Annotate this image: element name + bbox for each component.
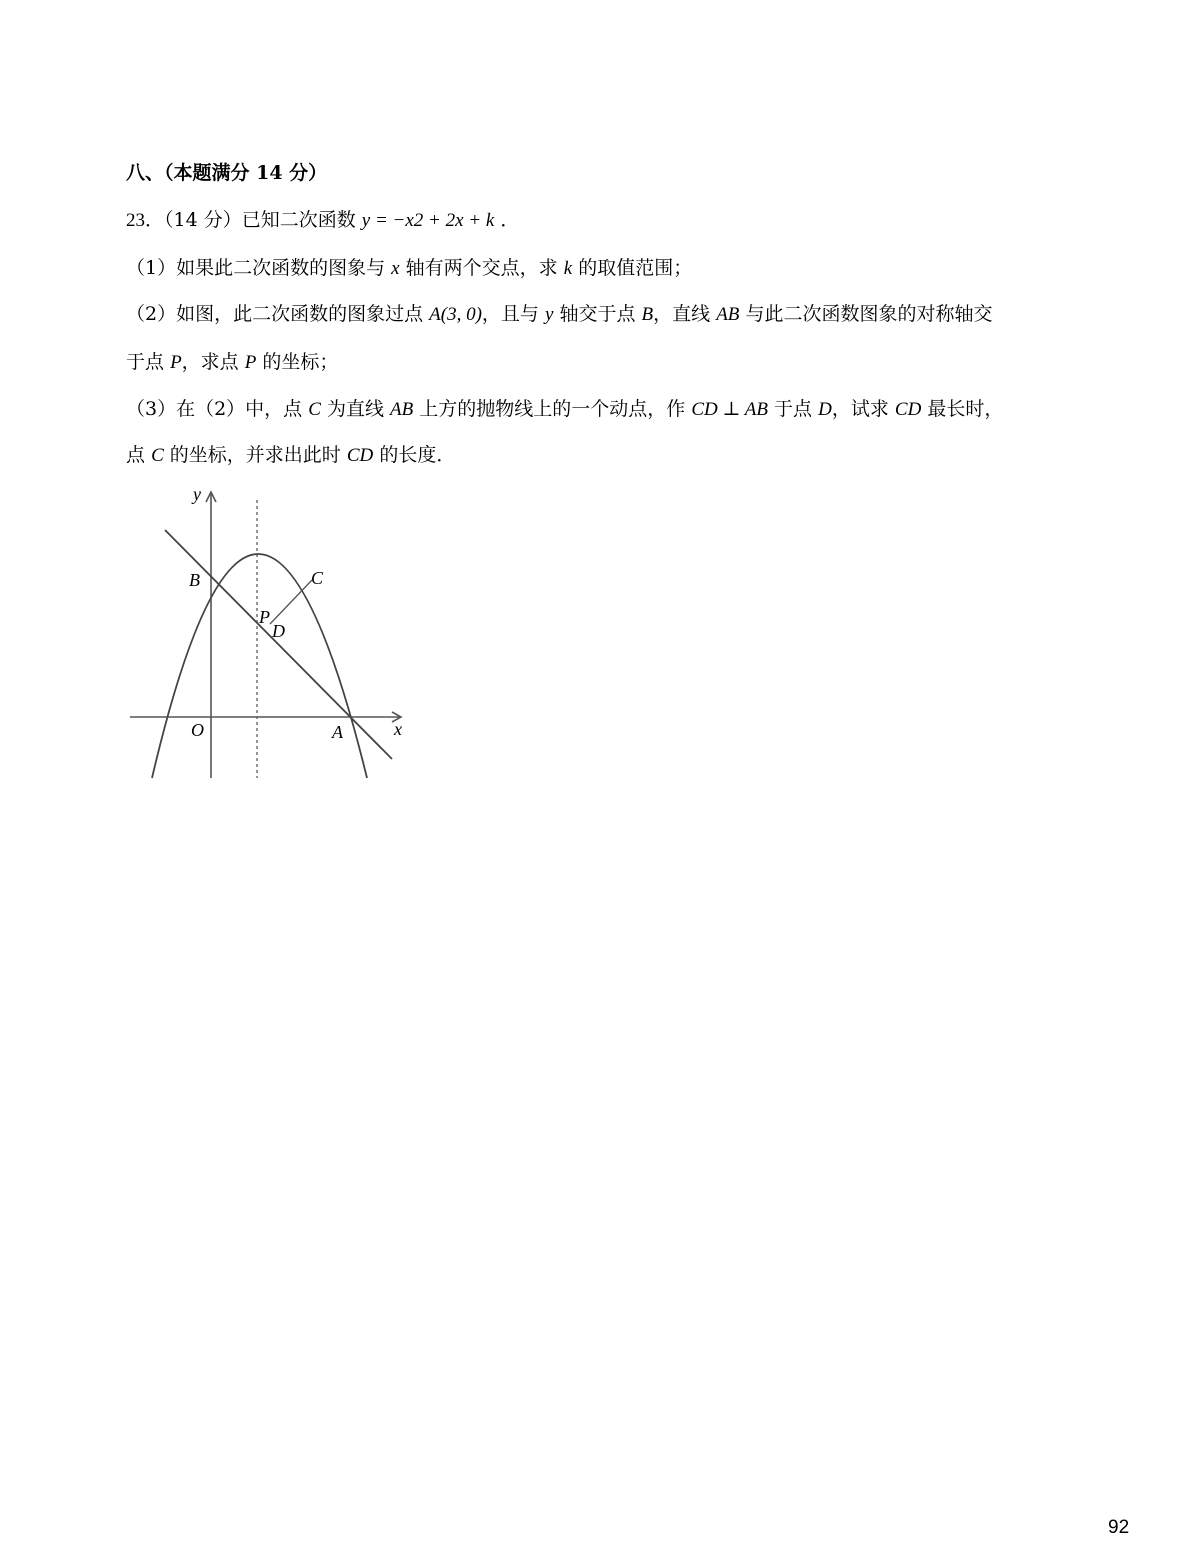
part3-text: 的长度． [379,444,456,466]
label-x: x [394,719,402,739]
page-number: 92 [1108,1517,1130,1538]
point-c: C [151,445,164,466]
part2-text: ，求点 [181,351,239,373]
part2-text: 如图，此二次函数的图象过点 [176,303,424,325]
part2-line-1 [126,299,992,326]
point-c: C [308,399,321,420]
parabola-curve [152,554,367,778]
segment-cd: CD [894,399,922,420]
var-x: x [391,258,400,279]
part3-line-1 [126,394,1003,421]
point-d: D [818,399,832,420]
part3-text: 为直线 [326,398,384,420]
part3-text: 上方的抛物线上的一个动点，作 [419,398,686,420]
var-k: k [563,258,573,279]
point-a-coord: A(3, 0) [429,304,482,325]
var-y: y [544,304,554,325]
line-ab: AB [390,399,414,420]
question-intro: 已知二次函数 [241,209,356,231]
part1-text: 如果此二次函数的图象与 [176,257,386,279]
label-y: y [193,484,201,504]
part3-label: （3） [126,398,177,420]
part2-text: 与此二次函数图象的对称轴交 [745,303,993,325]
part2-label: （2） [126,303,177,325]
question-line [126,205,519,232]
question-intro-end: ． [494,209,520,231]
part3-text: 最长时， [927,398,1004,420]
part1-text: 的取值范围； [578,257,693,279]
label-p: P [259,607,270,627]
part2-text: 于点 [126,351,165,373]
point-p: P [244,352,257,373]
part3-line-2 [126,440,455,467]
part3-text: 在（2）中，点 [176,398,303,420]
label-b: B [189,570,200,590]
part1-text: 轴有两个交点，求 [405,257,558,279]
part2-text: 的坐标； [262,351,339,373]
parabola-figure [120,480,420,785]
point-p: P [170,352,182,373]
part3-text: 点 [126,444,146,466]
section-title: 八、（本题满分 14 分） [126,162,328,184]
label-d: D [272,621,285,641]
part3-text: ，试求 [831,398,889,420]
perpendicular-expr: CD ⊥ AB [691,399,768,420]
point-b: B [641,304,654,325]
label-a: A [332,722,343,742]
label-o: O [191,720,204,740]
segment-cd [270,580,312,624]
part1-label: （1） [126,257,177,279]
question-number: 23． [126,210,165,231]
part2-text: 轴交于点 [559,303,636,325]
part3-text: 的坐标，并求出此时 [169,444,341,466]
part2-line-2 [126,347,338,374]
part1-line [126,253,692,280]
part3-text: 于点 [774,398,813,420]
function-expression: y = −x2 + 2x + k [361,210,495,231]
segment-cd: CD [346,445,374,466]
part2-text: ，直线 [653,303,711,325]
line-ab: AB [716,304,740,325]
question-points: （14 分） [164,209,242,231]
label-c: C [311,568,324,588]
part2-text: ，且与 [481,303,539,325]
